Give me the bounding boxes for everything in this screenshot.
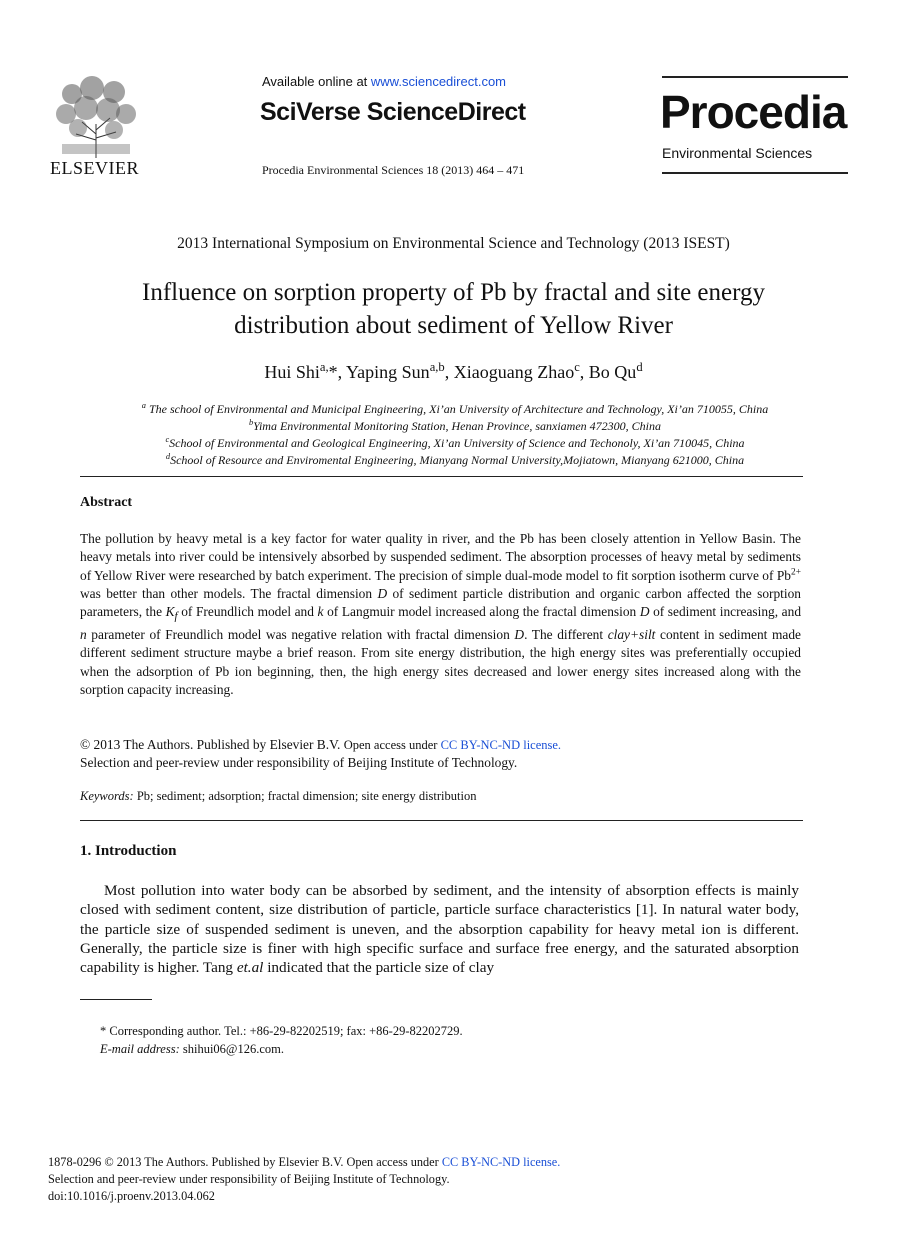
author-sep: , bbox=[579, 362, 589, 382]
abstract-text: parameter of Freundlich model was negative relation with fractal dimension bbox=[86, 627, 515, 643]
copyright-block bbox=[80, 736, 561, 772]
abstract-text: content in sediment made different sediment structure maybe a brief reason. From site energy distribution, the high energy sites was preferentially occupied when the adsorption of Pb ion beginning, then, the high energy sites decreased and lower energy sites increased along with the sorption capacity increasing. bbox=[80, 627, 802, 698]
affiliations bbox=[60, 401, 850, 469]
symbol-k: K bbox=[165, 604, 175, 620]
procedia-logo: Procedia bbox=[660, 86, 847, 138]
email-address: shihui06@126.com. bbox=[179, 1042, 284, 1056]
conference-line: 2013 International Symposium on Environmental Science and Technology (2013 ISEST) bbox=[177, 235, 730, 252]
abstract-text: of sediment increasing, and bbox=[649, 604, 802, 620]
page-footer bbox=[48, 1154, 560, 1205]
abstract-body bbox=[80, 530, 801, 699]
affiliation bbox=[60, 401, 850, 418]
author-list bbox=[0, 362, 907, 383]
abstract-text: of Langmuir model increased along the fractal dimension bbox=[323, 604, 640, 620]
affiliation bbox=[60, 452, 850, 469]
affiliation bbox=[60, 435, 850, 452]
doi: doi:10.1016/j.proenv.2013.04.062 bbox=[48, 1189, 215, 1203]
author: Xiaoguang Zhao bbox=[453, 362, 575, 382]
charge-sup: 2+ bbox=[791, 567, 801, 578]
affiliation-sup: b bbox=[248, 418, 254, 427]
abstract-text: of Freundlich model and bbox=[177, 604, 318, 620]
symbol-n: n bbox=[80, 627, 87, 643]
peer-review-text: Selection and peer-review under responsibility of Beijing Institute of Technology. bbox=[80, 755, 518, 770]
open-access-text: Open access under bbox=[343, 738, 441, 752]
symbol-f: f bbox=[174, 610, 178, 623]
paper-title bbox=[40, 276, 867, 342]
intro-text: Most pollution into water body can be absorbed by sediment, and the intensity of absorption effects is mainly closed with sediment content, size distribution of particle, particle surface characteristics [1]. In natural water body, the particle size of suspended sediment is uneven, and the absorption capability for heavy metal ion is different. Generally, the particle size is finer with high specific surface and surface free energy, and the saturated absorption capability is higher. Tang bbox=[80, 882, 799, 977]
affiliation-sup: c bbox=[165, 435, 170, 444]
author-sep: *, bbox=[328, 362, 346, 382]
title-line-2: distribution about sediment of Yellow River bbox=[234, 312, 673, 339]
journal-reference: Procedia Environmental Sciences 18 (2013) 464 – 471 bbox=[262, 163, 525, 177]
footnote-rule bbox=[80, 999, 152, 1000]
affiliation-sup: a bbox=[141, 401, 146, 410]
abstract-heading: Abstract bbox=[80, 495, 133, 510]
copyright-text: © 2013 The Authors. Published by Elsevier B.V. bbox=[80, 737, 344, 752]
brand-top-rule bbox=[662, 76, 848, 78]
sciverse-logo: SciVerse ScienceDirect bbox=[260, 98, 526, 126]
etal: et.al bbox=[236, 959, 264, 977]
issn-copyright: 1878-0296 © 2013 The Authors. Published by Elsevier B.V. bbox=[48, 1155, 347, 1169]
affiliation-text: The school of Environmental and Municipal Engineering, Xi’an University of Architecture and Technology, Xi’an 710055, China bbox=[145, 402, 769, 416]
brand-bottom-rule bbox=[662, 172, 848, 174]
affiliation-text: School of Resource and Enviromental Engineering, Mianyang Normal University,Mojiatown, Mianyang 621000, China bbox=[170, 453, 745, 467]
abstract-text: The pollution by heavy metal is a key factor for water quality in river, and the Pb has been closely attention in Yellow Basin. The heavy metals into river could be intensively absorbed by suspended sediment. The absorption processes of heavy metal by sediments of Yellow River were researched by batch experiment. The precision of simple dual-mode model to fit sorption isotherm curve of Pb bbox=[80, 531, 801, 583]
symbol-d: D bbox=[639, 604, 650, 620]
author-sup: a,b bbox=[429, 360, 445, 374]
clay-silt: clay+silt bbox=[607, 627, 656, 643]
keywords-text: Pb; sediment; adsorption; fractal dimension; site energy distribution bbox=[133, 789, 477, 803]
symbol-k-lower: k bbox=[317, 604, 324, 620]
procedia-subtitle: Environmental Sciences bbox=[662, 145, 813, 161]
abstract-text: was better than other models. The fractal dimension bbox=[80, 585, 378, 601]
abstract-text: . The different bbox=[524, 627, 608, 643]
title-line-1: Influence on sorption property of Pb by fractal and site energy bbox=[142, 279, 765, 306]
corresponding-author: * Corresponding author. Tel.: +86-29-82202519; fax: +86-29-82202729. bbox=[100, 1024, 463, 1038]
elsevier-wordmark: ELSEVIER bbox=[50, 158, 139, 178]
footer-peer-review: Selection and peer-review under responsibility of Beijing Institute of Technology. bbox=[48, 1172, 450, 1186]
intro-body bbox=[80, 881, 799, 977]
affiliation bbox=[60, 418, 850, 435]
intro-heading: 1. Introduction bbox=[80, 843, 177, 859]
available-online bbox=[262, 74, 506, 89]
symbol-d: D bbox=[514, 627, 525, 643]
author-sup: c bbox=[574, 360, 580, 374]
author: Hui Shi bbox=[264, 362, 320, 382]
affiliation-text: Yima Environmental Monitoring Station, Henan Province, sanxiamen 472300, China bbox=[253, 419, 662, 433]
affiliation-sup: d bbox=[165, 452, 171, 461]
sciencedirect-link[interactable]: www.sciencedirect.com bbox=[370, 74, 507, 89]
license-link[interactable]: CC BY-NC-ND license. bbox=[441, 1155, 561, 1169]
keywords bbox=[80, 789, 476, 804]
author-sep: , bbox=[444, 362, 454, 382]
author-sup: a, bbox=[319, 360, 329, 374]
abstract-text: of sediment particle distribution and organic carbon affected the sorption parameters, the bbox=[80, 585, 801, 620]
elsevier-tree-logo bbox=[52, 74, 140, 158]
author: Yaping Sun bbox=[345, 362, 430, 382]
author-sup: d bbox=[636, 360, 643, 374]
keywords-label: Keywords: bbox=[80, 789, 134, 803]
open-access-text: Open access under bbox=[346, 1155, 442, 1169]
email-label: E-mail address: bbox=[100, 1042, 180, 1056]
abstract-bottom-rule bbox=[80, 820, 803, 821]
available-prefix: Available online at bbox=[262, 74, 371, 89]
license-link[interactable]: CC BY-NC-ND license. bbox=[440, 738, 562, 752]
symbol-d: D bbox=[377, 585, 388, 601]
footnote bbox=[100, 1022, 463, 1058]
intro-text: indicated that the particle size of clay bbox=[263, 959, 495, 977]
abstract-top-rule bbox=[80, 476, 803, 477]
author: Bo Qu bbox=[588, 362, 637, 382]
affiliation-text: School of Environmental and Geological Engineering, Xi’an University of Science and Techonoly, Xi’an 710045, China bbox=[169, 436, 745, 450]
